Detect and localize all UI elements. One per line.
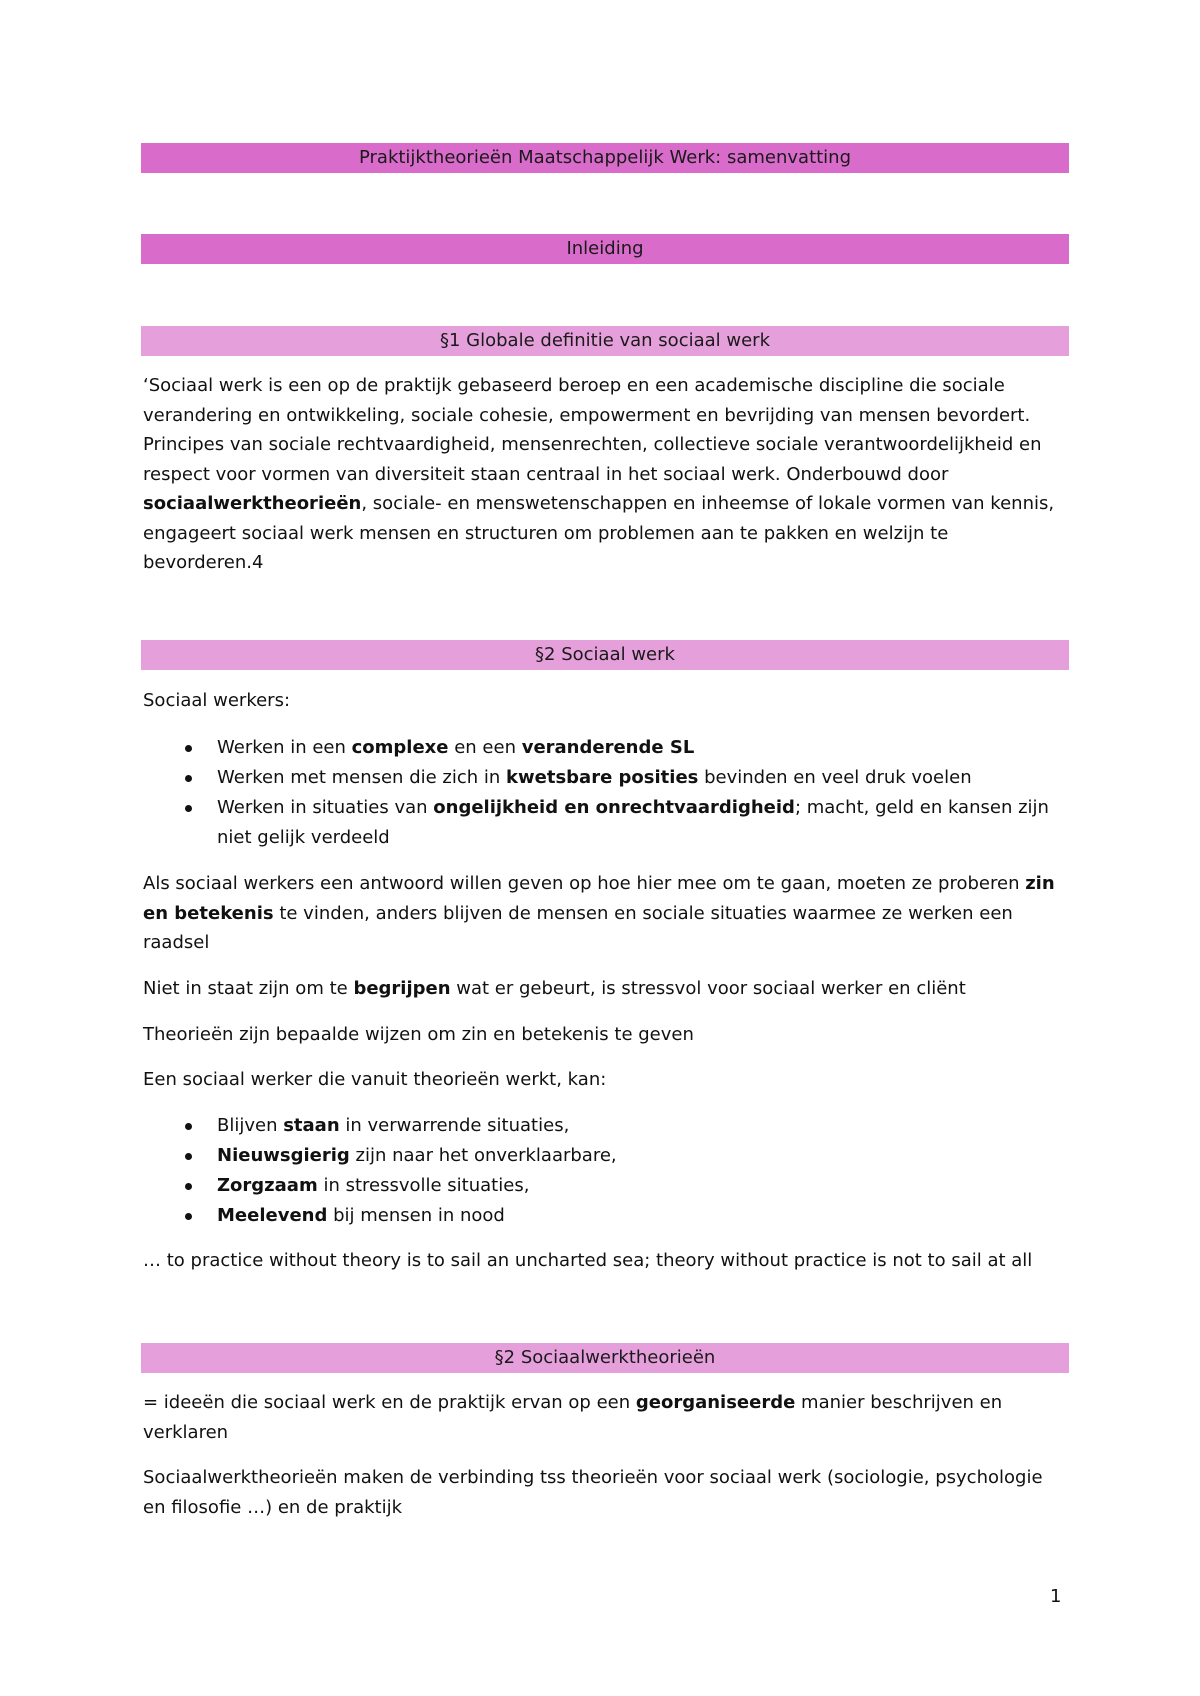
definition-text-b: , sociale- en menswetenschappen en inheemse of lokale vormen van kennis, engageert sociaal werk mensen en structuren om problemen aan te pakken en welzijn te bevorderen.4: [143, 493, 1055, 573]
meaning-paragraph: Als sociaal werkers een antwoord willen geven op hoe hier mee om te gaan, moeten ze proberen zin en betekenis te vinden, anders blijven de mensen en sociale situaties waarmee ze werken een raadsel: [143, 873, 1055, 953]
intro-heading-bar: Inleiding: [141, 234, 1069, 264]
list-item: Blijven staan in verwarrende situaties,: [143, 1111, 1063, 1141]
theory-worker-bullet-list: [143, 1111, 1063, 1231]
theory-connection-paragraph: Sociaalwerktheorieën maken de verbinding tss theorieën voor sociaal werk (sociologie, psychologie en filosofie …) en de praktijk: [143, 1467, 1043, 1518]
list-item: Zorgzaam in stressvolle situaties,: [143, 1171, 1063, 1201]
section2-heading: §2 Sociaal werk: [141, 640, 1069, 670]
list-item: Werken in situaties van ongelijkheid en onrechtvaardigheid; macht, geld en kansen zijn niet gelijk verdeeld: [143, 793, 1063, 853]
definition-bold-term: sociaalwerktheorieën: [143, 493, 362, 514]
section1-heading: §1 Globale definitie van sociaal werk: [141, 326, 1069, 356]
bullet-icon: [185, 745, 192, 752]
theory-definition-paragraph: = ideeën die sociaal werk en de praktijk ervan op een georganiseerde manier beschrijven en verklaren: [143, 1392, 1003, 1443]
definition-text-a: ‘Sociaal werk is een op de praktijk gebaseerd beroep en een academische discipline die sociale verandering en ontwikkeling, sociale cohesie, empowerment en bevrijding van mensen bevordert. Principes van sociale rechtvaardigheid, mensenrechten, collectieve sociale verantwoordelijkheid en respect voor vormen van diversiteit staan centraal in het sociaal werk. Onderbouwd door: [143, 375, 1042, 485]
document-title-bar: Praktijktheorieën Maatschappelijk Werk: samenvatting: [141, 143, 1069, 173]
bullet-icon: [185, 1153, 192, 1160]
list-item: Werken met mensen die zich in kwetsbare posities bevinden en veel druk voelen: [143, 763, 1063, 793]
social-workers-bullet-list: [143, 733, 1063, 853]
list-item: Nieuwsgierig zijn naar het onverklaarbare,: [143, 1141, 1063, 1171]
bullet-icon: [185, 805, 192, 812]
section2-intro: Sociaal werkers:: [143, 690, 291, 711]
page-number: 1: [1050, 1586, 1062, 1607]
practice-theory-quote: … to practice without theory is to sail an uncharted sea; theory without practice is not to sail at all: [143, 1250, 1033, 1271]
bullet-icon: [185, 1213, 192, 1220]
understanding-paragraph: Niet in staat zijn om te begrijpen wat er gebeurt, is stressvol voor sociaal werker en cliënt: [143, 978, 966, 999]
list-item: Meelevend bij mensen in nood: [143, 1201, 1063, 1231]
section1-definition-paragraph: [143, 371, 1063, 578]
theory-worker-intro: Een sociaal werker die vanuit theorieën werkt, kan:: [143, 1069, 607, 1090]
section3-heading: §2 Sociaalwerktheorieën: [141, 1343, 1069, 1373]
bullet-icon: [185, 1183, 192, 1190]
theories-paragraph: Theorieën zijn bepaalde wijzen om zin en betekenis te geven: [143, 1024, 694, 1045]
bullet-icon: [185, 775, 192, 782]
list-item: Werken in een complexe en een veranderende SL: [143, 733, 1063, 763]
bullet-icon: [185, 1123, 192, 1130]
